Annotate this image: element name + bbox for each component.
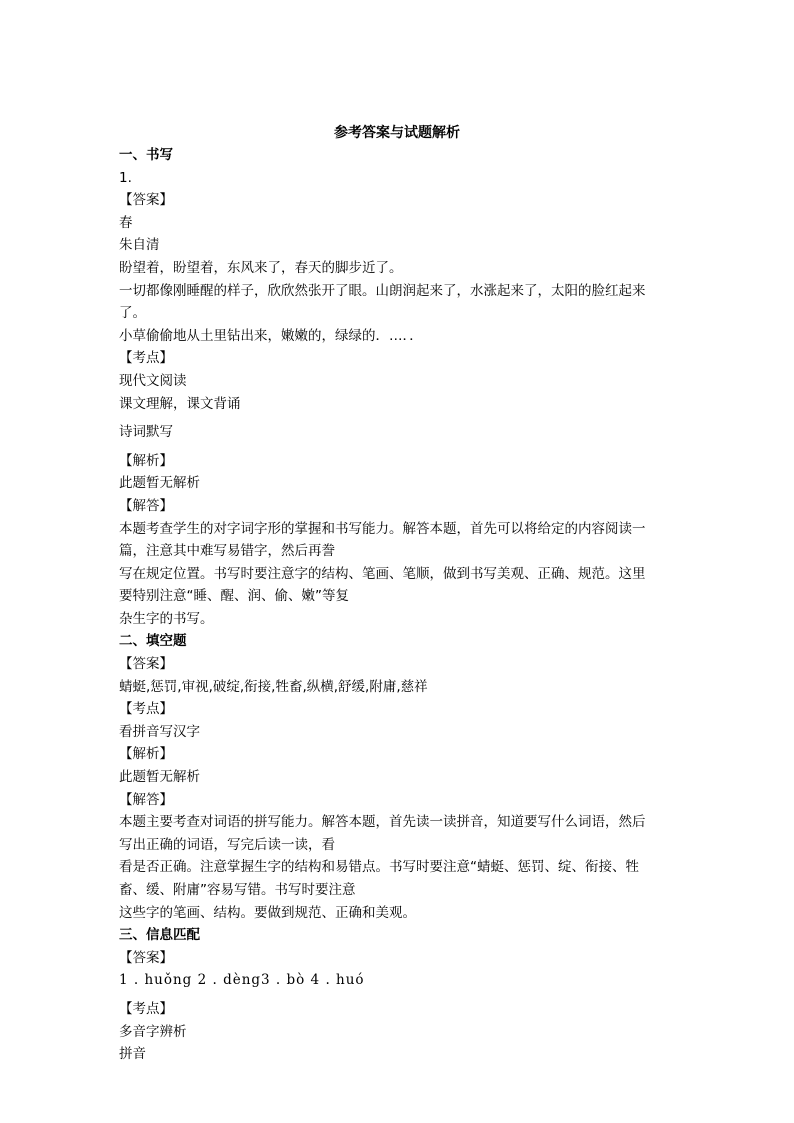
kaodian-label: 【考点】 <box>119 350 173 367</box>
answer-line: 了。 <box>119 305 146 322</box>
jieda-label: 【解答】 <box>119 497 173 514</box>
answer-line: 小草偷偷地从土里钻出来，嫩嫩的，绿绿的．…．． <box>119 327 423 344</box>
question-number: 1. <box>119 169 132 186</box>
answer-label: 【答案】 <box>119 656 173 673</box>
answer-label: 【答案】 <box>119 192 173 209</box>
jieda-line: 畜、缓、附庸”容易写错。书写时要注意 <box>119 882 356 898</box>
answer-label: 【答案】 <box>119 949 173 966</box>
kaodian-label: 【考点】 <box>119 701 173 718</box>
document-body <box>119 144 679 1066</box>
page-title: 参考答案与试题解析 <box>334 125 460 141</box>
kaodian-line: 现代文阅读 <box>119 372 187 389</box>
answer-line: 盼望着，盼望着，东风来了，春天的脚步近了。 <box>119 259 403 276</box>
jieda-line: 本题主要考查对词语的拼写能力。解答本题，首先读一读拼音，知道要写什么词语，然后 <box>119 814 646 831</box>
jieda-line: 杂生字的书写。 <box>119 610 214 627</box>
kaodian-line: 课文理解，课文背诵 <box>119 395 241 412</box>
jiexi-text: 此题暂无解析 <box>119 475 200 492</box>
jieda-line: 这些字的笔画、结构。要做到规范、正确和美观。 <box>119 904 416 921</box>
section-heading: 二、填空题 <box>119 633 187 650</box>
answer-line: 1 . huǒng 2 . dèng3 . bò 4 . huó <box>119 972 365 989</box>
jieda-line: 写出正确的词语，写完后读一读，看 <box>119 836 335 853</box>
jieda-line: 篇，注意其中难写易错字，然后再誊 <box>119 543 335 560</box>
kaodian-line: 拼音 <box>119 1046 146 1063</box>
kaodian-label: 【考点】 <box>119 1000 173 1017</box>
answer-line: 春 <box>119 214 133 231</box>
jieda-line: 本题考查学生的对字词字形的掌握和书写能力。解答本题，首先可以将给定的内容阅读一 <box>119 520 646 537</box>
section-heading: 三、信息匹配 <box>119 927 200 944</box>
jieda-line: 写在规定位置。书写时要注意字的结构、笔画、笔顺，做到书写美观、正确、规范。这里 <box>119 565 646 582</box>
jiexi-label: 【解析】 <box>119 746 173 763</box>
kaodian-line: 多音字辨析 <box>119 1023 187 1040</box>
answer-line: 朱自清 <box>119 237 160 254</box>
jiexi-text: 此题暂无解析 <box>119 769 200 786</box>
jieda-line: 看是否正确。注意掌握生字的结构和易错点。书写时要注意“蜻蜓、惩罚、绽、衔接、牲 <box>119 859 639 876</box>
section-heading: 一、书写 <box>119 147 173 163</box>
jieda-label: 【解答】 <box>119 791 173 808</box>
kaodian-line: 看拼音写汉字 <box>119 723 200 740</box>
answer-line: 蜻蜓,惩罚,审视,破绽,衔接,牲畜,纵横,舒缓,附庸,慈祥 <box>119 678 428 695</box>
jieda-line: 要特别注意“睡、醒、润、偷、嫩”等复 <box>119 588 349 605</box>
answer-line: 一切都像刚睡醒的样子，欣欣然张开了眼。山朗润起来了，水涨起来了，太阳的脸红起来 <box>119 282 646 299</box>
kaodian-extra-line: 诗词默写 <box>119 424 173 441</box>
jiexi-label: 【解析】 <box>119 452 173 469</box>
